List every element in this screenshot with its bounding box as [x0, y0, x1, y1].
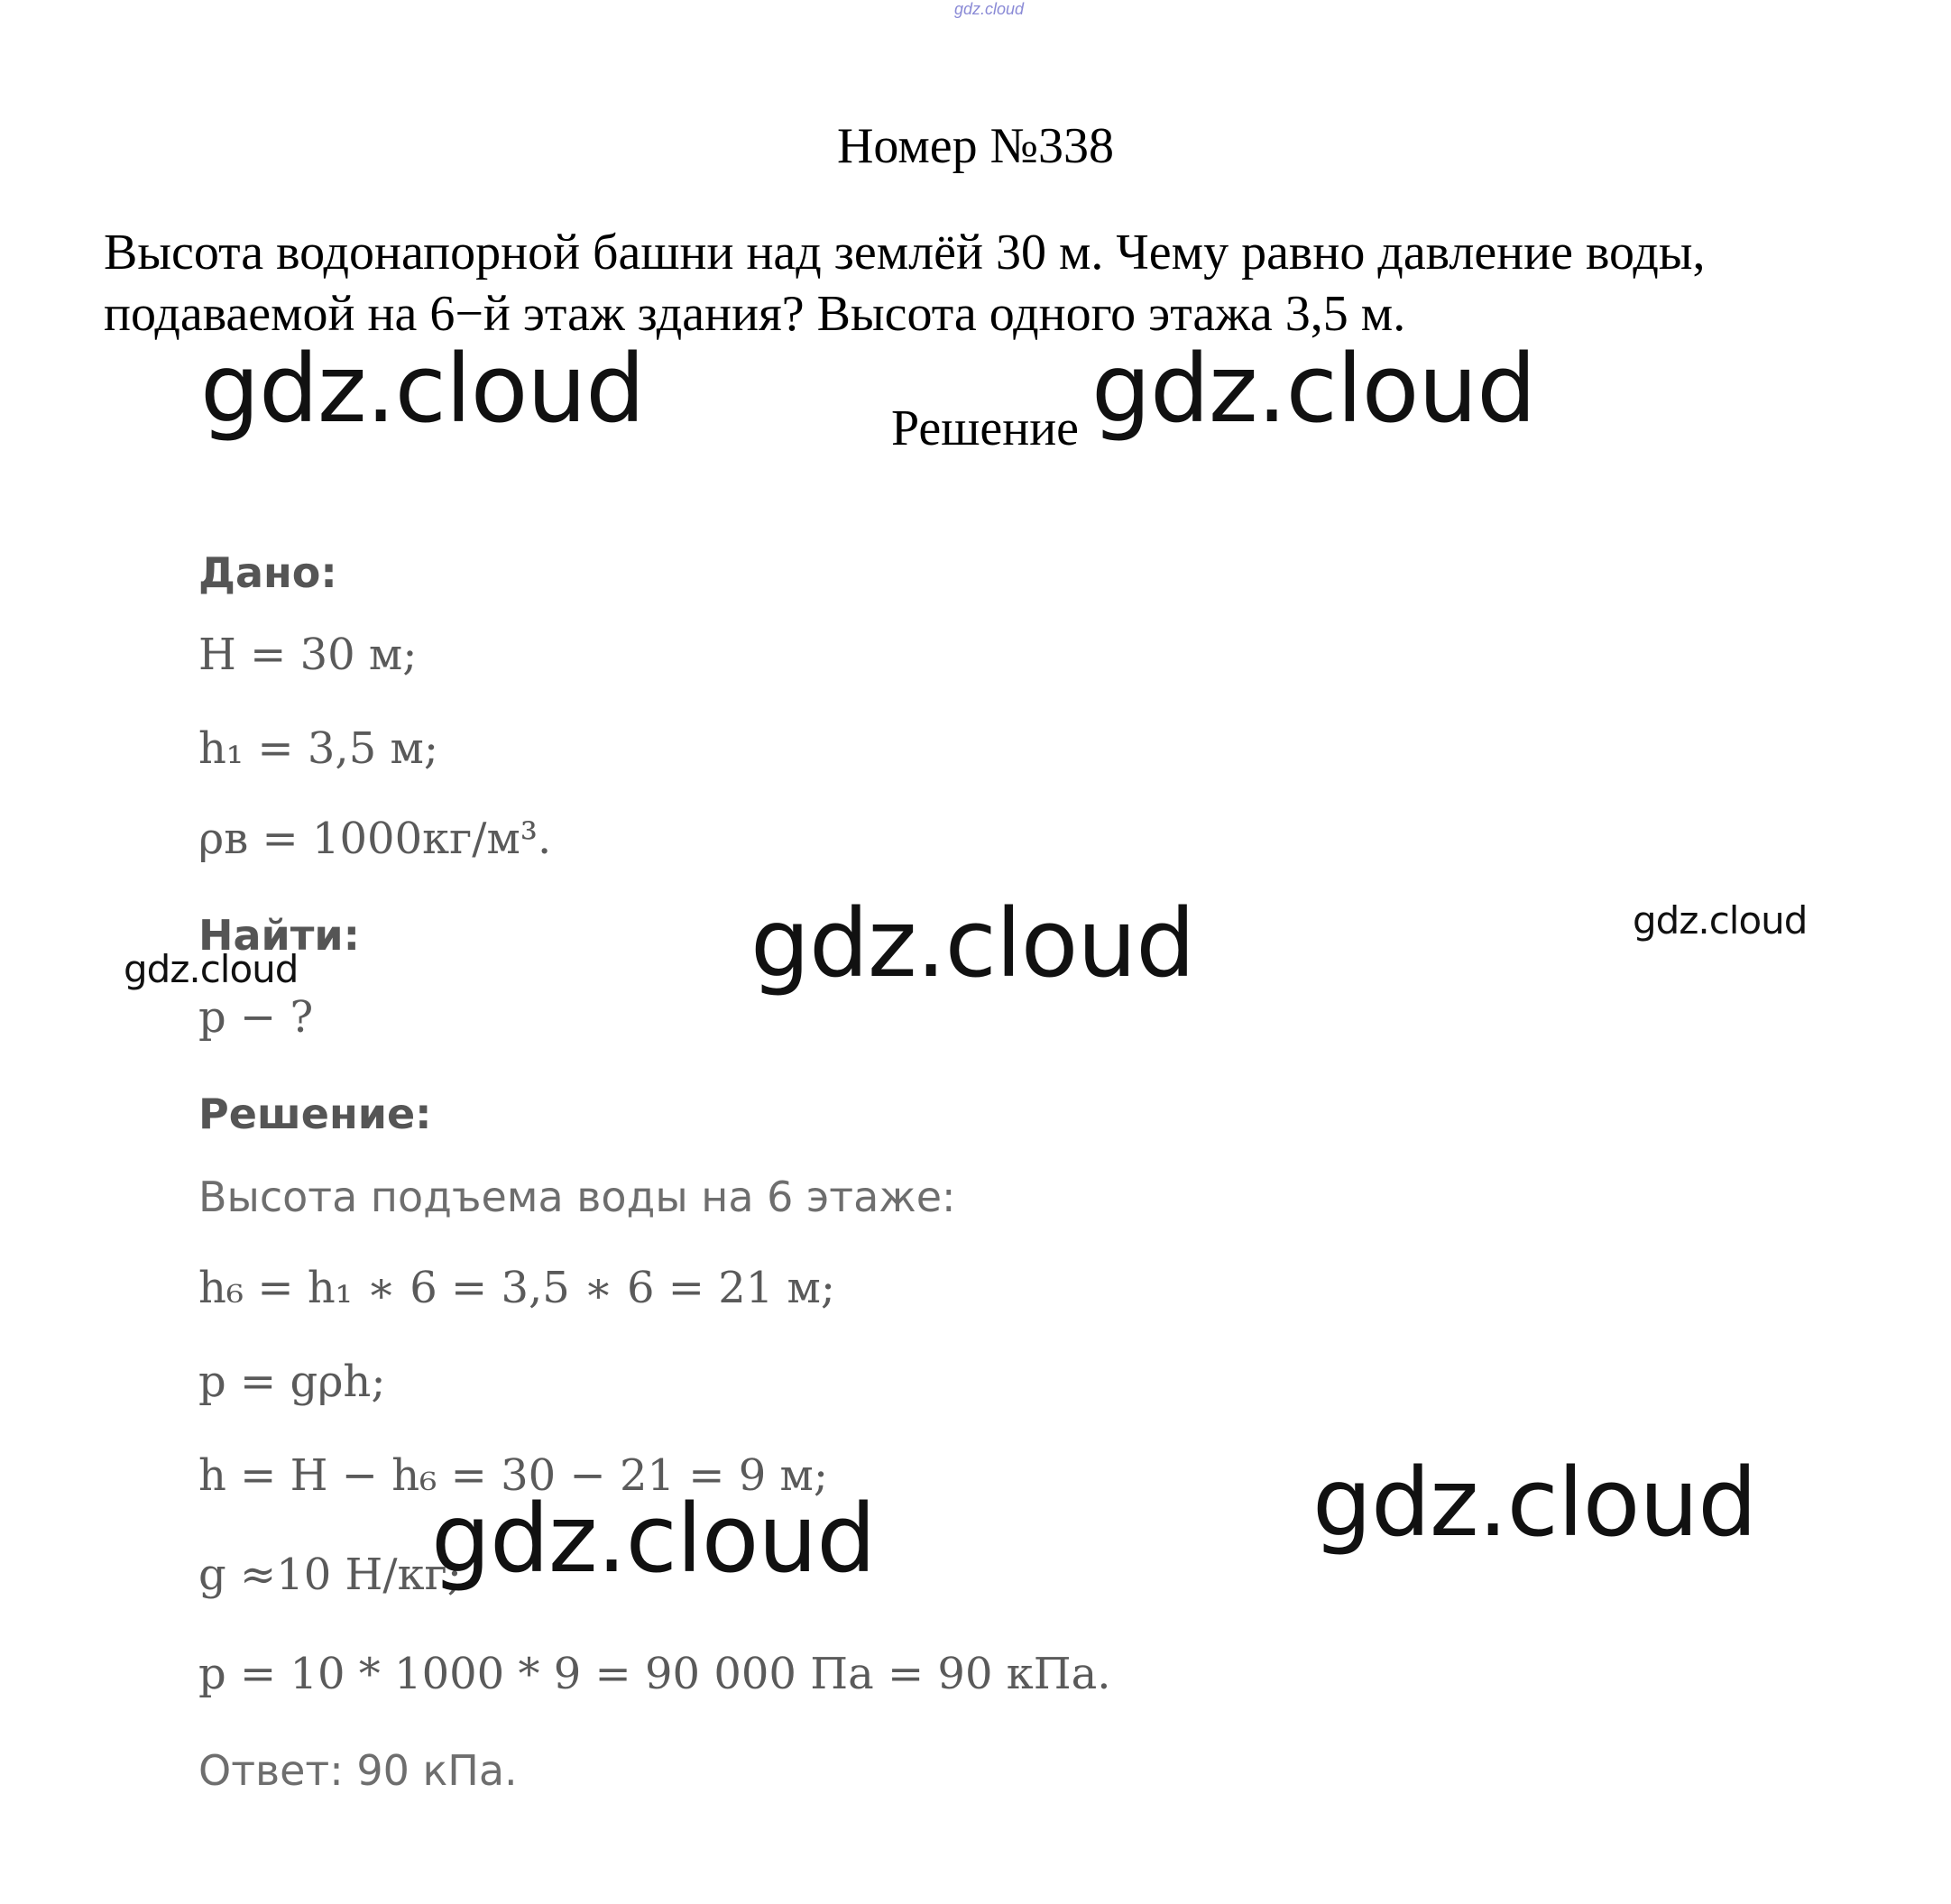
find-value: p − ? — [198, 992, 314, 1043]
watermark-logo: gdz.cloud — [1312, 1448, 1757, 1558]
equation-pressure-formula: p = gρh; — [198, 1357, 386, 1407]
equation-height-difference: h = H − h₆ = 30 − 21 = 9 м; — [198, 1450, 829, 1501]
equation-result: p = 10 * 1000 * 9 = 90 000 Па = 90 кПа. — [198, 1649, 1111, 1699]
equation-gravity: g ≈10 Н/кг; — [198, 1550, 462, 1600]
given-density — [198, 814, 551, 864]
watermark-logo: gdz.cloud — [200, 334, 645, 444]
problem-text: Высота водонапорной башни над землёй 30 м. Чему равно давление воды, подаваемой на 6−й этаж здания? Высота одного этажа 3,5 м. — [104, 225, 1706, 342]
solution-label: Решение: — [198, 1090, 432, 1138]
watermark-logo: gdz.cloud — [1633, 898, 1808, 943]
page-title: Номер №338 — [836, 118, 1115, 174]
given-floor-height — [198, 723, 438, 774]
watermark-logo: gdz.cloud — [1091, 334, 1536, 444]
given-height — [198, 630, 417, 680]
step-text: Высота подъема воды на 6 этаже: — [198, 1173, 956, 1221]
watermark-logo: gdz.cloud — [750, 888, 1195, 998]
find-label: Найти: — [198, 911, 361, 960]
answer-text: Ответ: 90 кПа. — [198, 1746, 518, 1795]
watermark-logo: gdz.cloud — [431, 1484, 876, 1594]
solution-heading: Решение — [891, 400, 1080, 456]
given-label: Дано: — [198, 548, 337, 597]
given-density-text: ρв = 1000кг/м³. — [198, 814, 552, 864]
given-floor-height-text: h₁ = 3,5 м; — [198, 723, 438, 774]
equation-floor-height: h₆ = h₁ ∗ 6 = 3,5 ∗ 6 = 21 м; — [198, 1263, 836, 1313]
given-height-text: H = 30 м; — [198, 630, 418, 680]
header-watermark: gdz.cloud — [954, 0, 1025, 18]
watermark-logo: gdz.cloud — [124, 947, 299, 991]
